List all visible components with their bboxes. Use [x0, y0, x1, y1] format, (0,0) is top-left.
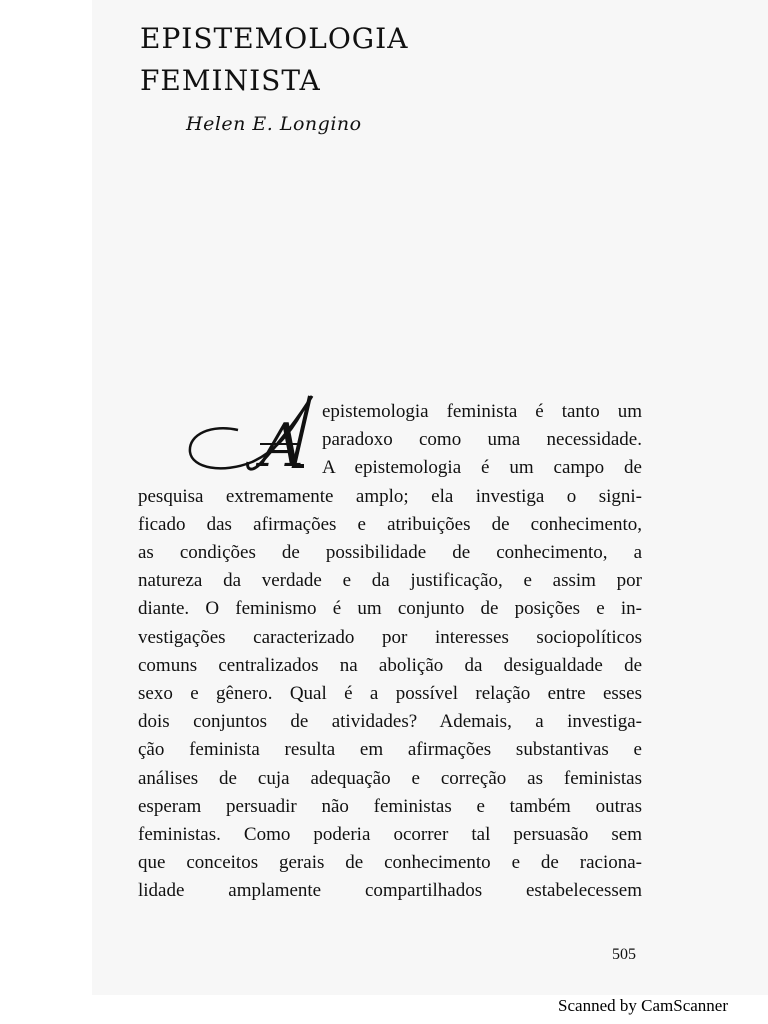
text-line: epistemologia feminista é tanto um [322, 401, 642, 422]
text-line: natureza da verdade e da justificação, e assim por [138, 570, 642, 592]
text-line: A epistemologia é um campo de [322, 457, 642, 479]
text-line: dois conjuntos de atividades? Ademais, a investiga- [138, 711, 642, 733]
text-line: diante. O feminismo é um conjunto de posições e in- [138, 598, 642, 620]
chapter-title-line-1: EPISTEMOLOGIA [140, 22, 409, 55]
text-line: pesquisa extremamente amplo; ela investiga o signi- [138, 485, 642, 507]
chapter-title-line-2: FEMINISTA [140, 64, 321, 97]
text-line: feministas. Como poderia ocorrer tal persuasão sem [138, 824, 642, 846]
text-line: sexo e gênero. Qual é a possível relação entre esses [138, 683, 642, 705]
text-line: lidade amplamente compartilhados estabelecessem [138, 880, 642, 902]
chapter-title [140, 18, 408, 102]
scanner-credit: Scanned by CamScanner [558, 996, 728, 1015]
text-line: ção feminista resulta em afirmações substantivas e [138, 739, 642, 761]
text-line: as condições de possibilidade de conhecimento, a [138, 542, 642, 564]
body-paragraph [138, 398, 642, 906]
author-name: Helen E. Longino [186, 113, 362, 135]
text-line: paradoxo como uma necessidade. [322, 429, 642, 451]
text-line: ficado das afirmações e atribuições de conhecimento, [138, 513, 642, 535]
page-number: 505 [612, 946, 636, 963]
text-line: vestigações caracterizado por interesses sociopolíticos [138, 626, 642, 648]
text-line: análises de cuja adequação e correção as feministas [138, 767, 642, 789]
drop-cap-letter: A [260, 411, 304, 481]
text-line: que conceitos gerais de conhecimento e de raciona- [138, 852, 642, 874]
text-line: esperam persuadir não feministas e também outras [138, 795, 642, 817]
text-line: comuns centralizados na abolição da desigualdade de [138, 654, 642, 676]
